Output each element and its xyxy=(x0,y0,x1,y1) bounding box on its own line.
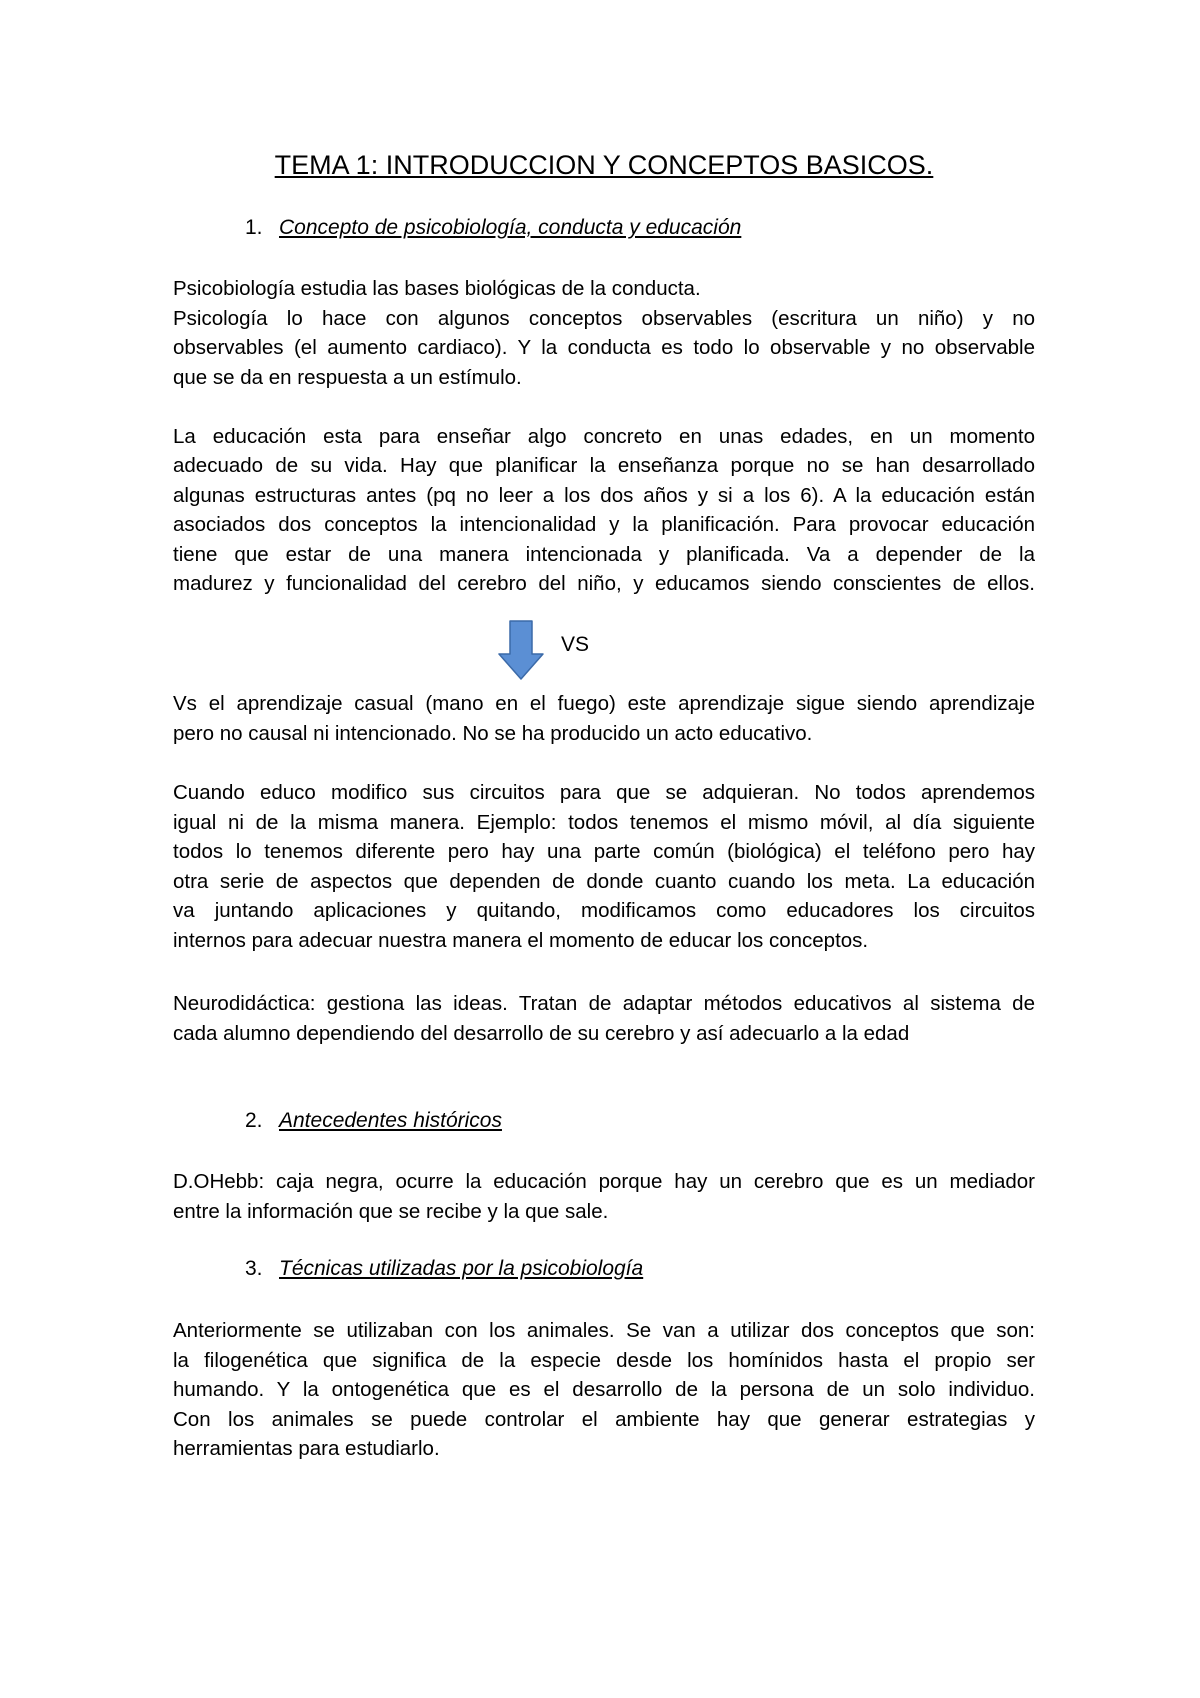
paragraph-aprendizaje-casual xyxy=(173,689,1035,748)
vs-label: VS xyxy=(561,633,590,656)
paragraph-educacion xyxy=(173,422,1035,600)
section-heading-2 xyxy=(245,1107,502,1135)
text-line: asociados dos conceptos la intencionalidad y la planificación. Para provocar educación xyxy=(173,513,1035,537)
text-line: D.OHebb: caja negra, ocurre la educación porque hay un cerebro que es un mediador xyxy=(173,1170,1035,1193)
text-line: cada alumno dependiendo del desarrollo de su cerebro y así adecuarlo a la edad xyxy=(173,1021,910,1045)
section-heading-3 xyxy=(245,1255,643,1283)
text-line: Con los animales se puede controlar el ambiente hay que generar estrategias y xyxy=(173,1407,1035,1431)
section-heading-1 xyxy=(245,214,741,242)
text-line: igual ni de la misma manera. Ejemplo: todos tenemos el mismo móvil, al día siguiente xyxy=(173,810,1035,834)
section-title: Técnicas utilizadas por la psicobiología xyxy=(279,1257,644,1280)
text-line: Vs el aprendizaje casual (mano en el fuego) este aprendizaje sigue siendo aprendizaje xyxy=(173,692,1035,715)
paragraph-psicologia xyxy=(173,304,1035,393)
arrow-down-icon xyxy=(498,620,544,680)
text-line: va juntando aplicaciones y quitando, modificamos como educadores los circuitos xyxy=(173,899,1035,923)
text-line: Psicología lo hace con algunos conceptos observables (escritura un niño) y no xyxy=(173,306,1035,330)
text-line: que se da en respuesta a un estímulo. xyxy=(173,365,522,389)
text-line: internos para adecuar nuestra manera el momento de educar los conceptos. xyxy=(173,928,869,952)
paragraph-hebb xyxy=(173,1167,1035,1226)
paragraph-tecnicas xyxy=(173,1316,1035,1464)
text-line: Neurodidáctica: gestiona las ideas. Tratan de adaptar métodos educativos al sistema de xyxy=(173,992,1035,1015)
text-line: entre la información que se recibe y la que sale. xyxy=(173,1199,609,1223)
text-line: Cuando educo modifico sus circuitos para que se adquieran. No todos aprendemos xyxy=(173,781,1035,804)
section-number: 2. xyxy=(245,1109,263,1132)
arrow-down-icon-svg xyxy=(498,620,544,680)
text-line: humando. Y la ontogenética que es el desarrollo de la persona de un solo individuo. xyxy=(173,1378,1035,1402)
text-line: algunas estructuras antes (pq no leer a los dos años y si a los 6). A la educación están xyxy=(173,483,1035,507)
page-title: TEMA 1: INTRODUCCION Y CONCEPTOS BASICOS. xyxy=(274,150,934,180)
section-number: 1. xyxy=(245,216,263,239)
text-line: adecuado de su vida. Hay que planificar la enseñanza porque no se han desarrollado xyxy=(173,454,1035,478)
section-title: Antecedentes históricos xyxy=(279,1109,502,1132)
text-line: Anteriormente se utilizaban con los animales. Se van a utilizar dos conceptos que son: xyxy=(173,1319,1035,1342)
paragraph-psicobiologia xyxy=(173,274,1035,304)
text-line: herramientas para estudiarlo. xyxy=(173,1437,440,1461)
text-line: otra serie de aspectos que dependen de donde cuanto cuando los meta. La educación xyxy=(173,869,1035,893)
text-line: La educación esta para enseñar algo concreto en unas edades, en un momento xyxy=(173,424,1035,448)
text-line: tiene que estar de una manera intencionada y planificada. Va a depender de la xyxy=(173,542,1035,566)
section-title: Concepto de psicobiología, conducta y educación xyxy=(279,216,742,239)
paragraph-neurodidactica xyxy=(173,989,1035,1048)
text-line: madurez y funcionalidad del cerebro del niño, y educamos siendo conscientes de ellos. xyxy=(173,572,1035,596)
text-line: pero no causal ni intencionado. No se ha producido un acto educativo. xyxy=(173,721,813,745)
text-line: todos lo tenemos diferente pero hay una parte común (biológica) el teléfono pero hay xyxy=(173,840,1035,864)
text-line: observables (el aumento cardiaco). Y la conducta es todo lo observable y no observable xyxy=(173,336,1035,360)
paragraph-circuitos xyxy=(173,778,1035,956)
text-line: Psicobiología estudia las bases biológicas de la conducta. xyxy=(173,277,701,300)
section-number: 3. xyxy=(245,1257,263,1280)
text-line: la filogenética que significa de la especie desde los homínidos hasta el propio ser xyxy=(173,1348,1035,1372)
